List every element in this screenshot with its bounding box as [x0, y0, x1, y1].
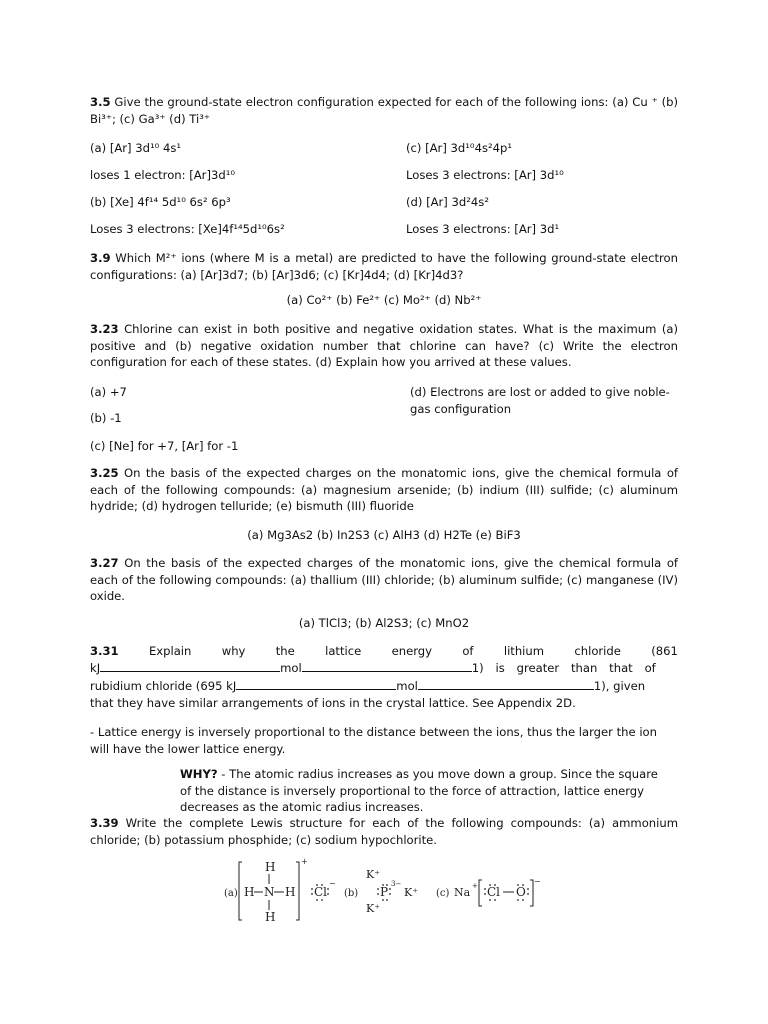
atom-h-left: H [244, 885, 255, 899]
answer-3-23-c: (c) [Ne] for +7, [Ar] for -1 [90, 439, 239, 453]
answer-3-5-b-config: (b) [Xe] 4f¹⁴ 5d¹⁰ 6s² 6p³ [90, 195, 231, 209]
answer-3-31: - Lattice energy is inversely proportional to the distance between the ions, thus the larger the ion will have the lower lattice energy. [90, 725, 657, 756]
question-text: Give the ground-state electron configuration expected for each of the following ions: (a) Cu ⁺ (b) Bi³⁺; (c) Ga³⁺ (d) Ti³⁺ [90, 95, 678, 126]
question-number: 3.31 [90, 644, 119, 658]
answer-3-5-b-loss: Loses 3 electrons: [Xe]4f¹⁴5d¹⁰6s² [90, 222, 285, 236]
unit-text: kJ [90, 661, 101, 675]
word: Explain [148, 644, 192, 658]
answer-3-5-c-config: (c) [Ar] 3d¹⁰4s²4p¹ [406, 141, 513, 155]
atom-p: P [380, 885, 389, 899]
question-3-31-line2 [90, 660, 678, 677]
atom-k-bottom: K⁺ [366, 902, 381, 915]
question-number: 3.27 [90, 556, 119, 570]
answer-3-27: (a) TlCl3; (b) Al2S3; (c) MnO2 [298, 616, 470, 630]
answer-3-5-a-loss: loses 1 electron: [Ar]3d¹⁰ [90, 168, 236, 182]
question-text: Chlorine can exist in both positive and negative oxidation states. What is the maximum (a) positive and (b) negative oxidation number that chlorine can have? (c) Write the electron configuration for each of these states. (d) Explain how you arrived at these values. [90, 322, 678, 369]
question-3-23 [90, 321, 678, 371]
right-bracket [296, 862, 299, 920]
word: the [275, 644, 295, 658]
word: of [462, 644, 474, 658]
answer-3-5-d-loss: Loses 3 electrons: [Ar] 3d¹ [406, 222, 560, 236]
word: (861 [651, 644, 678, 658]
question-3-31-line1 [90, 643, 678, 660]
label-c: (c) [436, 888, 450, 899]
atom-h-top: H [265, 860, 276, 874]
question-3-27 [90, 555, 678, 605]
question-3-39 [90, 815, 678, 848]
atom-h-right: H [285, 885, 296, 899]
left-bracket [239, 862, 242, 920]
question-3-25 [90, 465, 678, 515]
question-text: On the basis of the expected charges of the monatomic ions, give the chemical formula of each of the following compounds: (a) thallium (III) chloride; (b) aluminum sulfide; (c) manganese (IV) oxide. [90, 556, 678, 603]
question-3-31-line3 [90, 678, 678, 695]
atom-k-top: K⁺ [366, 868, 381, 881]
word: lattice [325, 644, 362, 658]
blank-line [236, 679, 396, 690]
answer-3-5-c-loss: Loses 3 electrons: [Ar] 3d¹⁰ [406, 168, 564, 182]
label-b: (b) [344, 888, 359, 899]
lewis-structures-figure [224, 856, 544, 926]
question-3-5 [90, 94, 678, 127]
charge-minus: − [329, 879, 336, 888]
label-a: (a) [224, 888, 238, 899]
lewis-structures-svg [224, 856, 544, 926]
question-text: rubidium chloride (695 kJ [90, 679, 237, 693]
answer-3-23-b: (b) -1 [90, 411, 122, 425]
blank-line [418, 679, 594, 690]
atom-h-bottom: H [265, 910, 276, 924]
unit-text: mol [280, 661, 302, 675]
question-text: 1), given [593, 679, 646, 693]
word: lithium [503, 644, 545, 658]
answer-3-5-a-config: (a) [Ar] 3d¹⁰ 4s¹ [90, 141, 182, 155]
atom-k-right: K⁺ [404, 886, 419, 899]
question-number: 3.25 [90, 466, 119, 480]
charge-3minus: 3− [391, 880, 402, 888]
answer-3-9: (a) Co²⁺ (b) Fe²⁺ (c) Mo²⁺ (d) Nb²⁺ [286, 293, 482, 307]
unit-text: mol [396, 679, 418, 693]
question-text: Which M²⁺ ions (where M is a metal) are predicted to have the following ground-state electron configurations: (a) [Ar]3d7; (b) [Ar]3d6; (c) [Kr]4d4; (d) [Kr]4d3? [90, 251, 678, 282]
word: chloride [574, 644, 621, 658]
answer-3-25: (a) Mg3As2 (b) In2S3 (c) AlH3 (d) H2Te (e) BiF3 [247, 528, 521, 542]
atom-o: O [516, 885, 526, 899]
question-number: 3.23 [90, 322, 119, 336]
atom-cl: Cl [487, 885, 501, 899]
word: why [221, 644, 246, 658]
why-note [180, 766, 660, 816]
answer-3-5-d-config: (d) [Ar] 3d²4s² [406, 195, 489, 209]
atom-cl: Cl [314, 885, 328, 899]
answer-3-23-a: (a) +7 [90, 385, 127, 399]
charge-plus: + [472, 882, 478, 890]
word: energy [391, 644, 432, 658]
question-3-9 [90, 250, 678, 283]
question-text: 1) is greater than that of [471, 661, 656, 675]
blank-line [100, 661, 280, 672]
question-text: Write the complete Lewis structure for each of the following compounds: (a) ammonium chloride; (b) potassium phosphide; (c) sodium hypochlorite. [90, 816, 678, 847]
phosphide-ion [377, 880, 401, 901]
blank-line [302, 661, 472, 672]
hypochlorite-ion [484, 884, 529, 901]
question-number: 3.9 [90, 251, 111, 265]
question-text: On the basis of the expected charges on the monatomic ions, give the chemical formula of each of the following compounds: (a) magnesium arsenide; (b) indium (III) sulfide; (c) aluminum hydride; (d) hydrogen telluride; (e) bismuth (III) fluoride [90, 466, 678, 513]
answer-3-23-d: (d) Electrons are lost or added to give noble-gas configuration [410, 385, 670, 416]
atom-n: N [264, 885, 275, 899]
left-bracket [479, 880, 482, 906]
why-text: - The atomic radius increases as you move down a group. Since the square of the distance is inversely proportional to the force of attraction, lattice energy decreases as the atomic radius increases. [180, 767, 658, 814]
atom-na: Na [454, 886, 471, 899]
chloride-ion [311, 879, 336, 901]
charge-minus: − [534, 877, 541, 886]
why-label: WHY? [180, 767, 218, 781]
charge-plus: + [301, 857, 308, 866]
question-number: 3.39 [90, 816, 119, 830]
question-3-31-line4: that they have similar arrangements of ions in the crystal lattice. See Appendix 2D. [90, 696, 576, 710]
right-bracket [530, 880, 533, 906]
question-number: 3.5 [90, 95, 111, 109]
